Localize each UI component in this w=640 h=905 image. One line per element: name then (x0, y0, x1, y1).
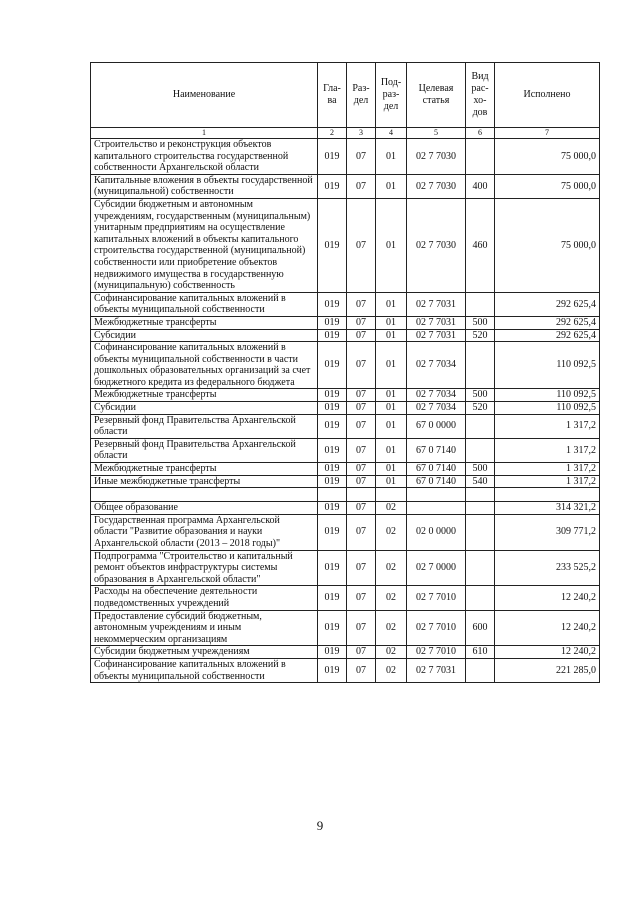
cell-name: Расходы на обеспечение деятельности подведомственных учреждений (91, 586, 318, 610)
cell-podrazdel: 02 (376, 502, 407, 515)
cell-podrazdel: 02 (376, 586, 407, 610)
cell-name: Субсидии бюджетным и автономным учреждениям, государственным (муниципальным) унитарным предприятиям на осуществление капитальных вложений в объекты капитального строительства государственной (муниципальной) собственности или приобретение объектов недвижимого имущества в государственную (муниципальную) собственность (91, 198, 318, 292)
cell-tselevaya: 02 7 7010 (407, 646, 466, 659)
cell-value: 75 000,0 (495, 174, 600, 198)
budget-table (90, 62, 600, 683)
cell-glava: 019 (318, 610, 347, 646)
cell-tselevaya: 67 0 0000 (407, 414, 466, 438)
cell-name: Предоставление субсидий бюджетным, автономным учреждениям и иным некоммерческим организациям (91, 610, 318, 646)
cell-name: Софинансирование капитальных вложений в объекты муниципальной собственности (91, 658, 318, 682)
cell-name: Субсидии (91, 402, 318, 415)
cell-tselevaya: 02 7 7030 (407, 198, 466, 292)
cell-razdel: 07 (347, 292, 376, 316)
header-vid: Вид рас- хо- дов (466, 63, 495, 128)
column-number: 1 (91, 128, 318, 139)
cell-podrazdel: 01 (376, 329, 407, 342)
cell-razdel: 07 (347, 586, 376, 610)
cell-glava: 019 (318, 646, 347, 659)
cell-name (91, 488, 318, 502)
table-row (91, 316, 600, 329)
cell-value: 292 625,4 (495, 316, 600, 329)
cell-podrazdel: 02 (376, 550, 407, 586)
cell-value: 12 240,2 (495, 610, 600, 646)
cell-value: 110 092,5 (495, 389, 600, 402)
table-row (91, 463, 600, 476)
cell-tselevaya: 02 7 7010 (407, 586, 466, 610)
cell-tselevaya: 02 7 7031 (407, 658, 466, 682)
cell-tselevaya: 02 7 7010 (407, 610, 466, 646)
cell-name: Софинансирование капитальных вложений в объекты муниципальной собственности (91, 292, 318, 316)
cell-value (495, 488, 600, 502)
cell-razdel: 07 (347, 198, 376, 292)
cell-razdel: 07 (347, 389, 376, 402)
cell-name: Государственная программа Архангельской области "Развитие образования и науки Архангельской области (2013 – 2018 годы)" (91, 514, 318, 550)
table-row (91, 292, 600, 316)
column-number: 6 (466, 128, 495, 139)
cell-name: Межбюджетные трансферты (91, 463, 318, 476)
cell-vid: 500 (466, 389, 495, 402)
cell-podrazdel: 01 (376, 198, 407, 292)
table-row (91, 488, 600, 502)
cell-razdel: 07 (347, 658, 376, 682)
cell-value: 110 092,5 (495, 342, 600, 389)
cell-podrazdel: 01 (376, 292, 407, 316)
cell-tselevaya: 02 7 0000 (407, 550, 466, 586)
cell-glava: 019 (318, 438, 347, 462)
cell-razdel: 07 (347, 463, 376, 476)
cell-glava: 019 (318, 329, 347, 342)
table-row (91, 174, 600, 198)
cell-podrazdel: 01 (376, 475, 407, 488)
cell-name: Капитальные вложения в объекты государственной (муниципальной) собственности (91, 174, 318, 198)
cell-tselevaya: 02 7 7030 (407, 174, 466, 198)
cell-vid (466, 550, 495, 586)
cell-podrazdel: 01 (376, 438, 407, 462)
table-row (91, 402, 600, 415)
cell-razdel (347, 488, 376, 502)
cell-vid: 500 (466, 316, 495, 329)
cell-podrazdel: 01 (376, 139, 407, 175)
cell-vid: 460 (466, 198, 495, 292)
cell-vid (466, 586, 495, 610)
cell-razdel: 07 (347, 475, 376, 488)
cell-glava: 019 (318, 139, 347, 175)
header-podrazdel: Под- раз- дел (376, 63, 407, 128)
cell-podrazdel: 01 (376, 389, 407, 402)
cell-tselevaya: 67 0 7140 (407, 463, 466, 476)
cell-razdel: 07 (347, 610, 376, 646)
cell-glava: 019 (318, 502, 347, 515)
cell-podrazdel: 02 (376, 646, 407, 659)
cell-name: Субсидии (91, 329, 318, 342)
cell-tselevaya (407, 488, 466, 502)
cell-value: 1 317,2 (495, 475, 600, 488)
table-row (91, 139, 600, 175)
cell-glava: 019 (318, 658, 347, 682)
cell-razdel: 07 (347, 414, 376, 438)
header-name: Наименование (91, 63, 318, 128)
cell-tselevaya: 02 7 7031 (407, 329, 466, 342)
cell-name: Субсидии бюджетным учреждениям (91, 646, 318, 659)
cell-vid (466, 502, 495, 515)
table-row (91, 475, 600, 488)
cell-tselevaya (407, 502, 466, 515)
cell-podrazdel: 01 (376, 402, 407, 415)
cell-razdel: 07 (347, 550, 376, 586)
cell-vid: 500 (466, 463, 495, 476)
cell-razdel: 07 (347, 646, 376, 659)
cell-glava: 019 (318, 475, 347, 488)
cell-razdel: 07 (347, 329, 376, 342)
cell-value: 1 317,2 (495, 414, 600, 438)
cell-tselevaya: 67 0 7140 (407, 438, 466, 462)
cell-podrazdel: 01 (376, 174, 407, 198)
table-row (91, 329, 600, 342)
cell-glava: 019 (318, 402, 347, 415)
cell-tselevaya: 02 7 7034 (407, 402, 466, 415)
cell-value: 292 625,4 (495, 329, 600, 342)
table-row (91, 414, 600, 438)
cell-vid (466, 514, 495, 550)
cell-glava: 019 (318, 342, 347, 389)
column-number: 3 (347, 128, 376, 139)
cell-razdel: 07 (347, 502, 376, 515)
header-razdel: Раз- дел (347, 63, 376, 128)
cell-podrazdel: 02 (376, 514, 407, 550)
cell-vid: 600 (466, 610, 495, 646)
cell-glava: 019 (318, 550, 347, 586)
cell-glava: 019 (318, 174, 347, 198)
table-row (91, 198, 600, 292)
cell-name: Резервный фонд Правительства Архангельской области (91, 414, 318, 438)
table-row (91, 389, 600, 402)
header-glava: Гла- ва (318, 63, 347, 128)
cell-name: Межбюджетные трансферты (91, 389, 318, 402)
cell-value: 233 525,2 (495, 550, 600, 586)
column-number: 2 (318, 128, 347, 139)
cell-value: 1 317,2 (495, 463, 600, 476)
cell-vid (466, 488, 495, 502)
table-row (91, 438, 600, 462)
cell-podrazdel: 01 (376, 342, 407, 389)
cell-vid (466, 438, 495, 462)
cell-name: Резервный фонд Правительства Архангельской области (91, 438, 318, 462)
cell-name: Софинансирование капитальных вложений в объекты муниципальной собственности в части дошкольных образовательных организаций за счет бюджетного кредита из федерального бюджета (91, 342, 318, 389)
cell-vid: 520 (466, 402, 495, 415)
cell-vid: 540 (466, 475, 495, 488)
cell-podrazdel: 01 (376, 463, 407, 476)
cell-glava: 019 (318, 198, 347, 292)
cell-glava: 019 (318, 292, 347, 316)
cell-value: 221 285,0 (495, 658, 600, 682)
cell-tselevaya: 02 7 7034 (407, 389, 466, 402)
cell-tselevaya: 67 0 7140 (407, 475, 466, 488)
cell-tselevaya: 02 0 0000 (407, 514, 466, 550)
header-ispolneno: Исполнено (495, 63, 600, 128)
cell-vid: 610 (466, 646, 495, 659)
table-row (91, 610, 600, 646)
table-row (91, 342, 600, 389)
page-number: 9 (316, 818, 324, 833)
table-row (91, 658, 600, 682)
cell-vid (466, 292, 495, 316)
cell-name: Строительство и реконструкция объектов капитального строительства государственной собственности Архангельской области (91, 139, 318, 175)
table-row (91, 514, 600, 550)
cell-podrazdel: 01 (376, 414, 407, 438)
cell-razdel: 07 (347, 514, 376, 550)
cell-glava: 019 (318, 316, 347, 329)
cell-value: 309 771,2 (495, 514, 600, 550)
cell-glava: 019 (318, 414, 347, 438)
cell-value: 110 092,5 (495, 402, 600, 415)
cell-value: 12 240,2 (495, 586, 600, 610)
cell-glava: 019 (318, 389, 347, 402)
cell-podrazdel (376, 488, 407, 502)
header-tselevaya: Целевая статья (407, 63, 466, 128)
cell-razdel: 07 (347, 342, 376, 389)
cell-glava: 019 (318, 463, 347, 476)
cell-tselevaya: 02 7 7034 (407, 342, 466, 389)
cell-tselevaya: 02 7 7030 (407, 139, 466, 175)
table-body (91, 139, 600, 683)
column-number-row (91, 128, 600, 139)
cell-value: 12 240,2 (495, 646, 600, 659)
cell-name: Межбюджетные трансферты (91, 316, 318, 329)
cell-razdel: 07 (347, 316, 376, 329)
cell-tselevaya: 02 7 7031 (407, 292, 466, 316)
header-row (91, 63, 600, 128)
cell-vid (466, 342, 495, 389)
cell-podrazdel: 02 (376, 610, 407, 646)
cell-name: Иные межбюджетные трансферты (91, 475, 318, 488)
cell-vid: 400 (466, 174, 495, 198)
cell-value: 75 000,0 (495, 198, 600, 292)
cell-podrazdel: 01 (376, 316, 407, 329)
cell-name: Подпрограмма "Строительство и капитальный ремонт объектов инфраструктуры системы образования в Архангельской области" (91, 550, 318, 586)
table-row (91, 502, 600, 515)
column-number: 7 (495, 128, 600, 139)
column-number: 4 (376, 128, 407, 139)
cell-razdel: 07 (347, 438, 376, 462)
cell-glava (318, 488, 347, 502)
cell-vid (466, 658, 495, 682)
cell-podrazdel: 02 (376, 658, 407, 682)
table-row (91, 550, 600, 586)
cell-glava: 019 (318, 586, 347, 610)
cell-razdel: 07 (347, 174, 376, 198)
cell-name: Общее образование (91, 502, 318, 515)
cell-value: 292 625,4 (495, 292, 600, 316)
cell-glava: 019 (318, 514, 347, 550)
cell-value: 314 321,2 (495, 502, 600, 515)
cell-tselevaya: 02 7 7031 (407, 316, 466, 329)
cell-vid (466, 414, 495, 438)
cell-razdel: 07 (347, 139, 376, 175)
cell-value: 75 000,0 (495, 139, 600, 175)
table-row (91, 646, 600, 659)
column-number: 5 (407, 128, 466, 139)
table-row (91, 586, 600, 610)
cell-vid (466, 139, 495, 175)
cell-value: 1 317,2 (495, 438, 600, 462)
cell-vid: 520 (466, 329, 495, 342)
cell-razdel: 07 (347, 402, 376, 415)
